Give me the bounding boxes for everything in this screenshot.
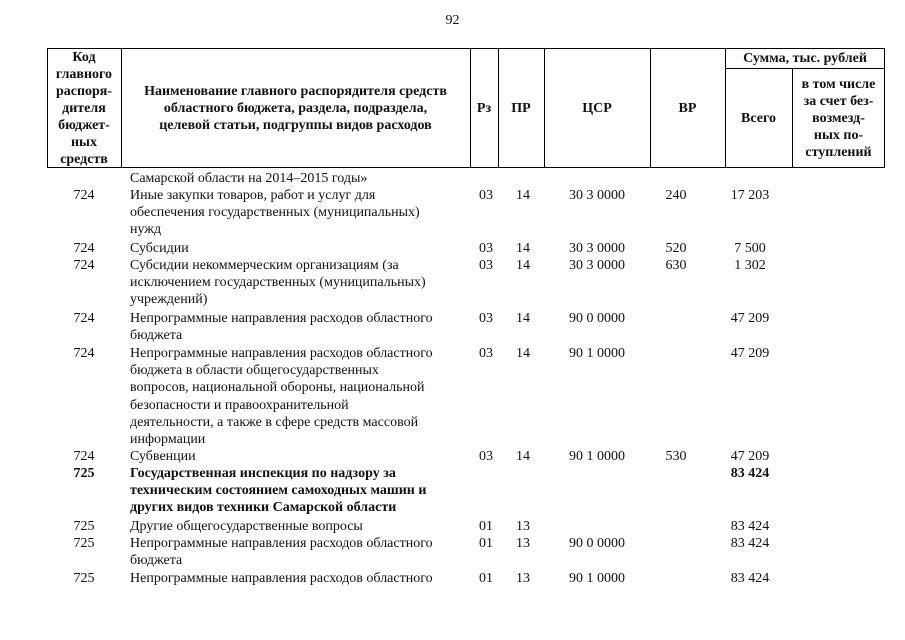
row-csr: 30 3 0000 <box>569 241 625 256</box>
row-vr: 530 <box>665 449 687 464</box>
row-code: 724 <box>73 449 95 464</box>
row-sum: 83 424 <box>730 571 770 586</box>
table-header <box>47 48 885 168</box>
row-code: 724 <box>73 311 95 326</box>
row-name: Непрограммные направления расходов областного бюджета <box>130 536 433 569</box>
row-sum: 1 302 <box>734 258 766 273</box>
header-vr: ВР <box>678 100 697 116</box>
row-sum: 7 500 <box>734 241 766 256</box>
row-code: 724 <box>73 188 95 203</box>
row-rz: 03 <box>479 188 493 203</box>
row-code: 725 <box>73 519 95 534</box>
row-sum: 83 424 <box>730 536 770 551</box>
row-sum: 83 424 <box>730 519 770 534</box>
row-pr: 14 <box>516 188 530 203</box>
row-csr: 90 0 0000 <box>569 536 625 551</box>
row-pr: 14 <box>516 258 530 273</box>
row-rz: 03 <box>479 311 493 326</box>
header-total: Всего <box>741 110 776 126</box>
row-rz: 03 <box>479 241 493 256</box>
header-code: Код главного распоря- дителя бюджет- ных средств <box>55 49 113 167</box>
row-pr: 14 <box>516 449 530 464</box>
page-number: 92 <box>445 13 460 28</box>
header-name: Наименование главного распорядителя средств областного бюджета, раздела, подраздела, целевой статьи, подгруппы видов расходов <box>144 83 447 133</box>
row-rz: 03 <box>479 449 493 464</box>
row-code: 725 <box>73 571 95 586</box>
row-name: Субвенции <box>130 449 196 464</box>
header-incl: в том числе за счет без- возмезд- ных по- ступлений <box>801 76 876 160</box>
row-rz: 03 <box>479 258 493 273</box>
row-rz: 01 <box>479 519 493 534</box>
row-pr: 13 <box>516 536 530 551</box>
row-code: 725 <box>73 466 95 481</box>
row-rz: 03 <box>479 346 493 361</box>
header-rz: Рз <box>476 100 492 116</box>
row-csr: 90 0 0000 <box>569 311 625 326</box>
header-csr: ЦСР <box>582 100 612 116</box>
row-name: Непрограммные направления расходов областного бюджета в области общегосударственных вопросов, национальной обороны, национальной безопасности и правоохранительной деятельности, а также в сфере средств массовой информации <box>130 346 433 448</box>
row-sum: 47 209 <box>730 449 770 464</box>
row-pr: 14 <box>516 346 530 361</box>
header-sum-title: Сумма, тыс. рублей <box>743 50 867 66</box>
row-vr: 520 <box>665 241 687 256</box>
row-sum: 83 424 <box>730 466 770 481</box>
row-sum: 47 209 <box>730 346 770 361</box>
row-name: Субсидии <box>130 241 189 256</box>
row-csr: 90 1 0000 <box>569 346 625 361</box>
row-csr: 30 3 0000 <box>569 188 625 203</box>
row-name: Непрограммные направления расходов областного <box>130 571 433 586</box>
row-pr: 13 <box>516 519 530 534</box>
row-csr: 90 1 0000 <box>569 449 625 464</box>
row-pr: 14 <box>516 311 530 326</box>
row-sum: 17 203 <box>730 188 770 203</box>
row-vr: 630 <box>665 258 687 273</box>
row-name: Самарской области на 2014–2015 годы» <box>130 171 368 186</box>
row-vr: 240 <box>665 188 687 203</box>
row-name: Государственная инспекция по надзору за техническим состоянием самоходных машин и других видов техники Самарской области <box>130 466 427 516</box>
row-pr: 13 <box>516 571 530 586</box>
row-code: 724 <box>73 346 95 361</box>
row-code: 724 <box>73 258 95 273</box>
row-name: Непрограммные направления расходов областного бюджета <box>130 311 433 344</box>
row-code: 724 <box>73 241 95 256</box>
row-name: Другие общегосударственные вопросы <box>130 519 363 534</box>
row-pr: 14 <box>516 241 530 256</box>
row-code: 725 <box>73 536 95 551</box>
row-name: Субсидии некоммерческим организациям (за исключением государственных (муниципальных) учреждений) <box>130 258 426 308</box>
row-rz: 01 <box>479 536 493 551</box>
header-pr: ПР <box>511 100 531 116</box>
row-csr: 30 3 0000 <box>569 258 625 273</box>
row-name: Иные закупки товаров, работ и услуг для обеспечения государственных (муниципальных) нужд <box>130 188 420 238</box>
row-rz: 01 <box>479 571 493 586</box>
row-sum: 47 209 <box>730 311 770 326</box>
row-csr: 90 1 0000 <box>569 571 625 586</box>
